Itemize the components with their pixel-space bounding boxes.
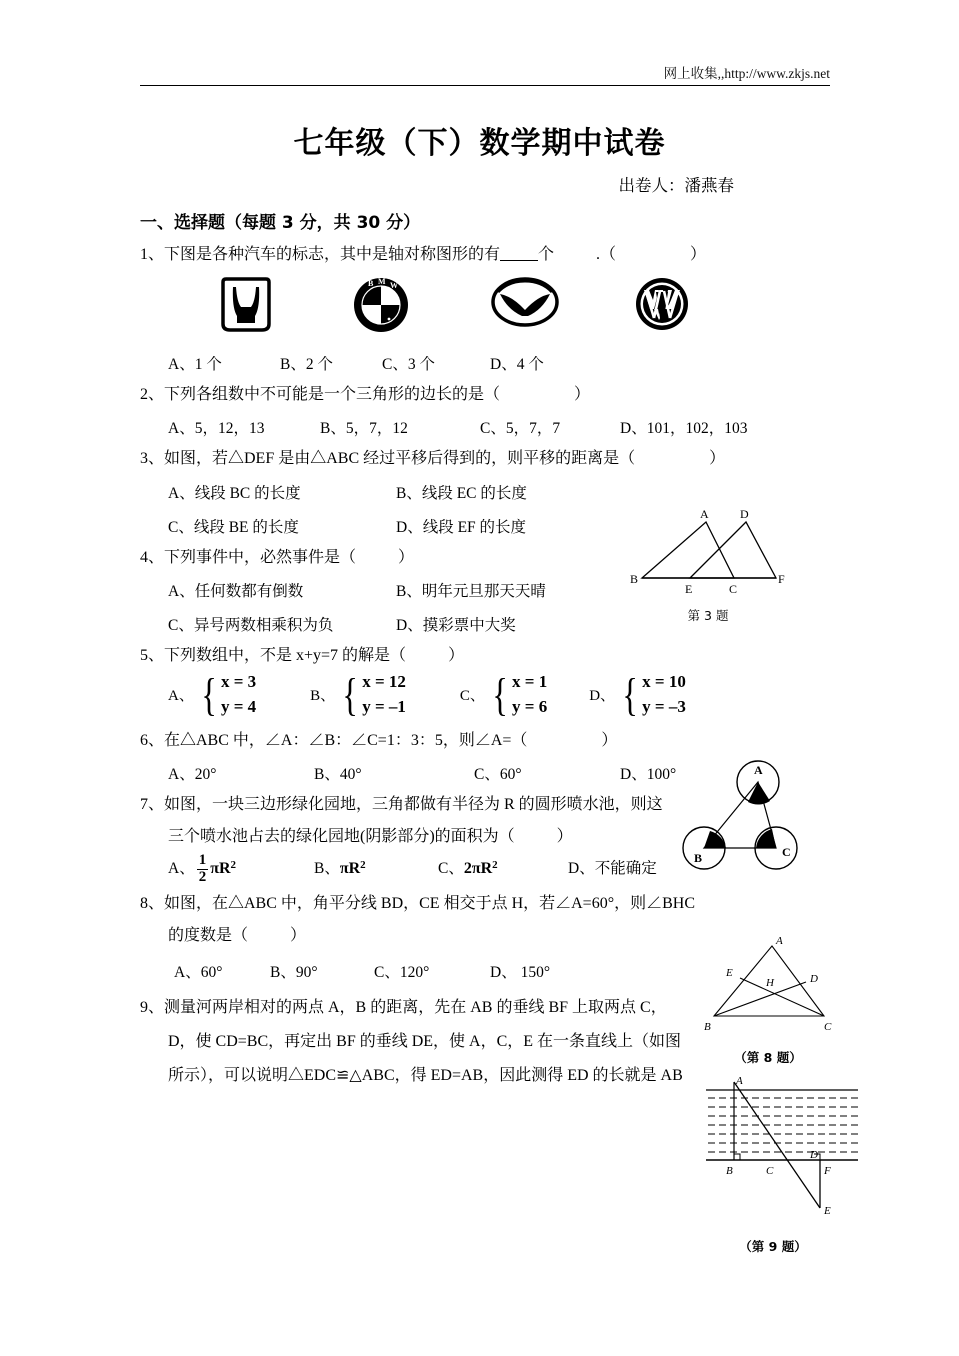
q3-option-d[interactable]: D、线段 EF 的长度 <box>396 519 527 536</box>
source-note: 网上收集,,http://www.zkjs.net <box>663 66 830 81</box>
question-8-stem-line1 <box>140 896 840 912</box>
q7-option-b[interactable] <box>314 856 438 878</box>
q4-option-d[interactable]: D、摸彩票中大奖 <box>396 617 516 634</box>
q1-stem-close: ） <box>690 246 707 263</box>
question-5-systems <box>140 670 840 719</box>
figure-question-7 <box>672 752 832 887</box>
q7-stem-close: ） <box>556 828 573 846</box>
q2-option-a[interactable]: A、5，12，13 <box>168 420 265 437</box>
q5-label-b: B、 <box>310 688 336 705</box>
q1-stem-pre: 1、下图是各种汽车的标志，其中是轴对称图形的有 <box>140 246 501 263</box>
label-D: D <box>740 507 749 521</box>
q7-d-rest: 不能确定 <box>594 860 657 878</box>
label-H: H <box>766 977 774 989</box>
q7-label-d: D、 <box>568 860 595 878</box>
question-3-stem <box>140 451 840 467</box>
label-F: F <box>824 1165 831 1177</box>
question-2-options <box>140 416 840 438</box>
q7-b-sup: 2 <box>360 859 366 872</box>
figure-question-3 <box>628 500 818 624</box>
q5-system-b[interactable] <box>310 670 406 719</box>
brace-icon: { <box>622 668 638 720</box>
q6-option-d[interactable]: D、100° <box>620 766 677 784</box>
bmw-logo <box>352 276 410 339</box>
q7-option-c[interactable] <box>438 856 568 878</box>
q8-stem-l2: 的度数是（ <box>168 926 249 944</box>
q2-stem-close: ） <box>574 386 591 403</box>
honda-logo <box>215 276 277 339</box>
q3-stem: 3、如图，若△DEF 是由△ABC 经过平移后得到的，则平移的距离是（ <box>140 450 636 467</box>
q1-stem-post: 个 <box>538 246 555 263</box>
q8-option-d[interactable]: D、 150° <box>490 963 551 981</box>
q6-stem-close: ） <box>601 732 618 750</box>
q7-label-a: A、 <box>168 860 195 878</box>
brace-icon: { <box>492 668 508 720</box>
q5-stem-close: ） <box>448 647 465 664</box>
q6-stem: 6、在△ABC 中，∠A：∠B：∠C=1：3：5，则∠A=（ <box>140 732 528 750</box>
label-C: C <box>766 1165 774 1177</box>
q2-option-d[interactable]: D、101，102，103 <box>620 420 748 437</box>
q7-label-c: C、 <box>438 860 464 878</box>
q3-option-a[interactable]: A、线段 BC 的长度 <box>168 485 301 502</box>
q9-stem-l1: 9、测量河两岸相对的两点 A，B 的距离，先在 AB 的垂线 BF 上取两点 C， <box>140 998 667 1016</box>
q7-stem-l1: 7、如图，一块三边形绿化园地，三角都做有半径为 R 的圆形喷水池，则这 <box>140 796 663 814</box>
label-C: C <box>782 845 791 859</box>
q9-stem-l2: D，使 CD=BC，再定出 BF 的垂线 DE，使 A，C，E 在一条直线上（如图 <box>168 1032 682 1050</box>
q7-c-sup: 2 <box>492 859 498 872</box>
label-E: E <box>726 967 733 979</box>
frac-numerator: 1 <box>198 852 207 869</box>
q5-c-line2: y = 6 <box>512 696 548 716</box>
figure-3-caption: 第 3 题 <box>687 608 729 623</box>
question-5-stem <box>140 648 840 664</box>
q2-option-b[interactable]: B、5，7，12 <box>320 420 408 437</box>
svg-text:M: M <box>378 277 386 286</box>
q1-option-b[interactable]: B、2 个 <box>280 356 333 373</box>
q2-option-c[interactable]: C、5，7，7 <box>480 420 561 437</box>
question-1-stem <box>140 247 840 263</box>
label-E: E <box>685 582 693 596</box>
q5-system-a[interactable] <box>168 670 256 719</box>
author-line: 出卷人：潘燕春 <box>618 176 734 195</box>
q5-b-line1: x = 12 <box>362 672 406 691</box>
q5-a-line1: x = 3 <box>220 672 257 691</box>
q5-d-line2: y = –3 <box>642 696 686 716</box>
label-B: B <box>704 1021 711 1033</box>
q7-option-d[interactable] <box>568 856 657 878</box>
label-A: A <box>754 763 763 777</box>
q5-label-d: D、 <box>589 688 616 705</box>
q8-stem-close: ） <box>290 926 307 944</box>
q7-a-rest: πR <box>210 860 231 878</box>
label-B: B <box>694 851 703 865</box>
q5-a-line2: y = 4 <box>220 696 257 716</box>
q4-stem: 4、下列事件中，必然事件是（ <box>140 549 357 566</box>
label-E: E <box>824 1205 831 1217</box>
q3-option-c[interactable]: C、线段 BE 的长度 <box>168 519 299 536</box>
figure-9-caption: （第 9 题） <box>739 1239 807 1254</box>
section-heading: 一、选择题（每题 3 分，共 30 分） <box>140 213 421 233</box>
q6-option-a[interactable]: A、20° <box>168 766 217 784</box>
q9-stem-l3: 所示），可以说明△EDC≌△ABC，得 ED=AB，因此测得 ED 的长就是 AB <box>168 1066 683 1084</box>
svg-text:W: W <box>390 281 398 290</box>
brace-icon: { <box>201 668 217 720</box>
label-A: A <box>736 1076 743 1087</box>
q5-c-line1: x = 1 <box>512 672 548 691</box>
label-B: B <box>726 1165 733 1177</box>
q6-option-b[interactable]: B、40° <box>314 766 362 784</box>
page-header <box>140 62 830 86</box>
label-D: D <box>810 1149 818 1161</box>
q5-d-line1: x = 10 <box>642 672 686 691</box>
one-half-fraction <box>197 853 209 886</box>
q8-option-b[interactable]: B、90° <box>270 963 318 981</box>
label-D: D <box>810 973 818 985</box>
svg-text:B: B <box>368 279 374 288</box>
q5-b-line2: y = –1 <box>362 696 406 716</box>
q4-option-c[interactable]: C、异号两数相乘积为负 <box>168 617 334 634</box>
q7-label-b: B、 <box>314 860 340 878</box>
q7-b-rest: πR <box>339 860 361 878</box>
label-C: C <box>824 1021 832 1033</box>
q6-option-c[interactable]: C、60° <box>474 766 522 784</box>
q4-option-a[interactable]: A、任何数都有倒数 <box>168 583 304 600</box>
q3-option-b[interactable]: B、线段 EC 的长度 <box>396 485 527 502</box>
q1-option-d[interactable]: D、4 个 <box>490 356 544 373</box>
label-B: B <box>630 572 639 586</box>
q4-stem-close: ） <box>398 549 415 566</box>
figure-question-8 <box>698 932 858 1066</box>
q1-option-c[interactable]: C、3 个 <box>382 356 435 373</box>
q7-c-rest: 2πR <box>463 860 493 878</box>
brace-icon: { <box>342 668 358 720</box>
label-F: F <box>778 572 785 586</box>
mazda-logo <box>490 276 560 333</box>
figure-8-caption: （第 8 题） <box>734 1050 802 1065</box>
q5-label-a: A、 <box>168 688 194 705</box>
q5-system-d[interactable] <box>589 670 686 719</box>
q1-answer-blank <box>500 260 538 261</box>
q8-option-c[interactable]: C、120° <box>374 963 430 981</box>
volkswagen-logo <box>634 276 690 337</box>
car-logo-row <box>140 276 840 338</box>
header-divider <box>140 85 830 86</box>
q8-option-a[interactable]: A、60° <box>174 963 223 981</box>
q8-stem-l1: 8、如图，在△ABC 中，角平分线 BD，CE 相交于点 H，若∠A=60°，则∠BHC <box>140 894 696 912</box>
frac-denominator: 2 <box>198 869 207 886</box>
q1-option-a[interactable]: A、1 个 <box>168 356 222 373</box>
q7-option-a[interactable] <box>168 853 314 886</box>
label-A: A <box>700 507 709 521</box>
page-title: 七年级（下）数学期中试卷 <box>293 126 666 161</box>
label-C: C <box>729 582 738 596</box>
question-1-options <box>140 352 840 374</box>
figure-question-9 <box>698 1076 868 1255</box>
q5-stem: 5、下列数组中，不是 x+y=7 的解是（ <box>140 647 407 664</box>
q7-stem-l2: 三个喷水池占去的绿化园地(阴影部分)的面积为（ <box>168 828 515 846</box>
question-6-stem <box>140 733 840 749</box>
q4-option-b[interactable]: B、明年元旦那天天晴 <box>396 583 546 600</box>
label-A: A <box>776 935 783 947</box>
q1-stem-tail: .（ <box>596 246 617 263</box>
q7-a-sup: 2 <box>230 859 237 872</box>
q5-label-c: C、 <box>459 688 485 705</box>
q5-system-c[interactable] <box>460 670 547 719</box>
q2-stem: 2、下列各组数中不可能是一个三角形的边长的是（ <box>140 386 501 403</box>
q3-stem-close: ） <box>709 450 726 467</box>
question-2-stem <box>140 387 840 403</box>
